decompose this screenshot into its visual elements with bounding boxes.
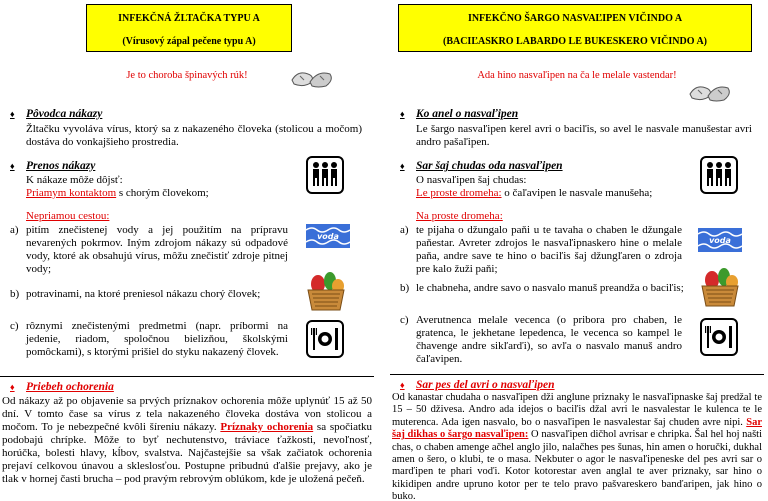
right-section-origin-heading: ♦ Ko anel o nasvaľipen	[400, 108, 519, 120]
left-title-box	[86, 4, 292, 52]
left-column	[0, 0, 374, 501]
list-item: c) rôznymi znečistenými predmetmi (napr. príbormi na jedenie, riadom, spoločnou bielizňou, školskými pomôckami), s ktorými prišiel do styku nakazený človek.	[10, 320, 288, 358]
food-basket-icon	[698, 264, 742, 308]
left-direct-contact: Priamym kontaktom s chorým človekom;	[26, 187, 209, 199]
right-section-transmission-heading: ♦ Sar šaj chudas oda nasvaľipen	[400, 160, 563, 172]
water-icon	[306, 224, 350, 248]
right-section-origin-text: Le šargo nasvaľipen kerel avri o baciľis, so avel le nasvale manušestar avri andro pašaľipen.	[416, 123, 752, 148]
right-title-box	[398, 4, 752, 52]
list-item: c) Averutnenca melale vecenca (o pribora pro chaben, le gratenca, le jekhetane lepedenca, le vecenca so kampel le čhavenge andre sikľarďi), so avľa o nasvalo manuš andro čaľavipen.	[400, 314, 682, 365]
left-transmission-intro: K nákaze môže dôjsť:	[26, 174, 123, 186]
right-course-heading: ♦ Sar pes del avri o nasvaľipen	[400, 379, 555, 391]
left-title: INFEKČNÁ ŽLTAČKA TYPU A	[118, 13, 260, 24]
cutlery-icon	[306, 320, 344, 358]
list-item: a) te pijaha o džungalo paňi u te tavaha o chaben le džungale paňestar. Avreter zdrojos le nasvaľipnaskero hine o melale paňa, andre save te hino o baciľis šaj džungľaren o zdroja pre kalo žuži paňi;	[400, 224, 682, 275]
right-transmission-intro: O nasvaľipen šaj chudas:	[416, 174, 527, 186]
left-subtitle: (Vírusový zápal pečene typu A)	[122, 36, 256, 47]
right-title: INFEKČNO ŠARGO NASVAĽIPEN VIČINDO A	[467, 13, 683, 24]
washing-hands-icon	[688, 80, 732, 104]
people-group-icon	[306, 156, 344, 194]
cutlery-icon	[700, 318, 738, 356]
right-direct-contact: Le proste dromeha: o čaľavipen le nasvale manušeha;	[416, 187, 653, 199]
svg-text:voda: voda	[317, 232, 339, 241]
right-course-section	[390, 374, 764, 501]
list-item: b) le chabneha, andre savo o nasvalo manuš preandža o baciľis;	[400, 282, 684, 294]
left-section-origin-text: Žltačku vyvoláva vírus, ktorý sa z nakazeného človeka (stolicou a močom) dostáva do vonkajšieho prostredia.	[26, 123, 362, 148]
right-subtitle: (BACIĽASKRO LABARDO LE BUKESKERO VIČINDO A)	[442, 36, 708, 47]
washing-hands-icon	[290, 66, 334, 90]
left-course-section	[0, 376, 374, 501]
people-group-icon	[700, 156, 738, 194]
left-section-origin-heading: ♦ Pôvodca nákazy	[10, 108, 103, 120]
right-indirect-label: Na proste dromeha:	[416, 210, 503, 222]
food-basket-icon	[304, 268, 348, 312]
svg-text:voda: voda	[709, 236, 731, 245]
right-motto: Ada hino nasvaľipen na ča le melale vastendar!	[477, 70, 677, 81]
left-section-transmission-heading: ♦ Prenos nákazy	[10, 160, 96, 172]
left-indirect-label: Nepriamou cestou:	[26, 210, 110, 222]
water-icon	[698, 228, 742, 252]
left-course-text: Od nákazy až po objavenie sa prvých príznakov ochorenia môže uplynúť 15 až 50 dní. V tomto čase sa vírus z tela nakazeného človeka dostáva von stolicou a močom. To je nebezpečné kvôli šíreniu nákazy. Príznaky ochorenia sa spočiatku podobajú chrípke. Môže to byť nechutenstvo, tráviace ťažkosti, nevoľnosť, horúčka, bolesti hlavy, kĺbov, svalstva. Najčastejšie sa však začiatok ochorenia prejaví celkovou únavou a skleslosťou. Postupne pribudnú ďalšie prejavy, ako je tlak v hornej časti brucha – pod pravým rebrovým oblúkom, kde je uložená pečeň.	[2, 395, 373, 485]
list-item: a) pitím znečistenej vody a jej použitím na prípravu nevarených pokrmov. Iným zdrojom nákazy sú odpadové vody, ktoré ak obsahujú vírus, môžu znečistiť zdroje pitnej vody;	[10, 224, 288, 275]
right-column	[390, 0, 764, 501]
list-item: b) potravinami, na ktoré preniesol nákazu chorý človek;	[10, 288, 261, 300]
left-course-heading: ♦ Priebeh ochorenia	[10, 381, 114, 393]
left-motto: Je to choroba špinavých rúk!	[126, 70, 248, 81]
right-course-text: Od kanastar chudaha o nasvaľipen dži anglune priznaky le nasvaľipnaske šaj predžal te 15 – 50 dživesa. Andro ada idejos o baciľis džal avri le nasvalestar le kulenca te le muterenca. Ada igen nasvalo, bo o nasvaľipen le nasvalestar šaj chuden avre nipi. Sar šaj dikhas o šargo nasvaľipen: O nasvaľipen dičhol avrisar e chripka. Šal hel hoj našti chas, o chaben amenge ačhel anglo jilo, nalačhes pes šunas, hin amen o horučki, dukhal amen o šero, o klubi, te o masa. Nekbuter o agor le nasvaľipeneske del pes avri sar o marďipen te phari voďi. Kotor kotorestar aven anglal te aver priznaky, sar hino o kikidipen andre upruno kotor per te telo pravo pašvareskero banďaripen, jak hino o buko.	[392, 392, 762, 501]
